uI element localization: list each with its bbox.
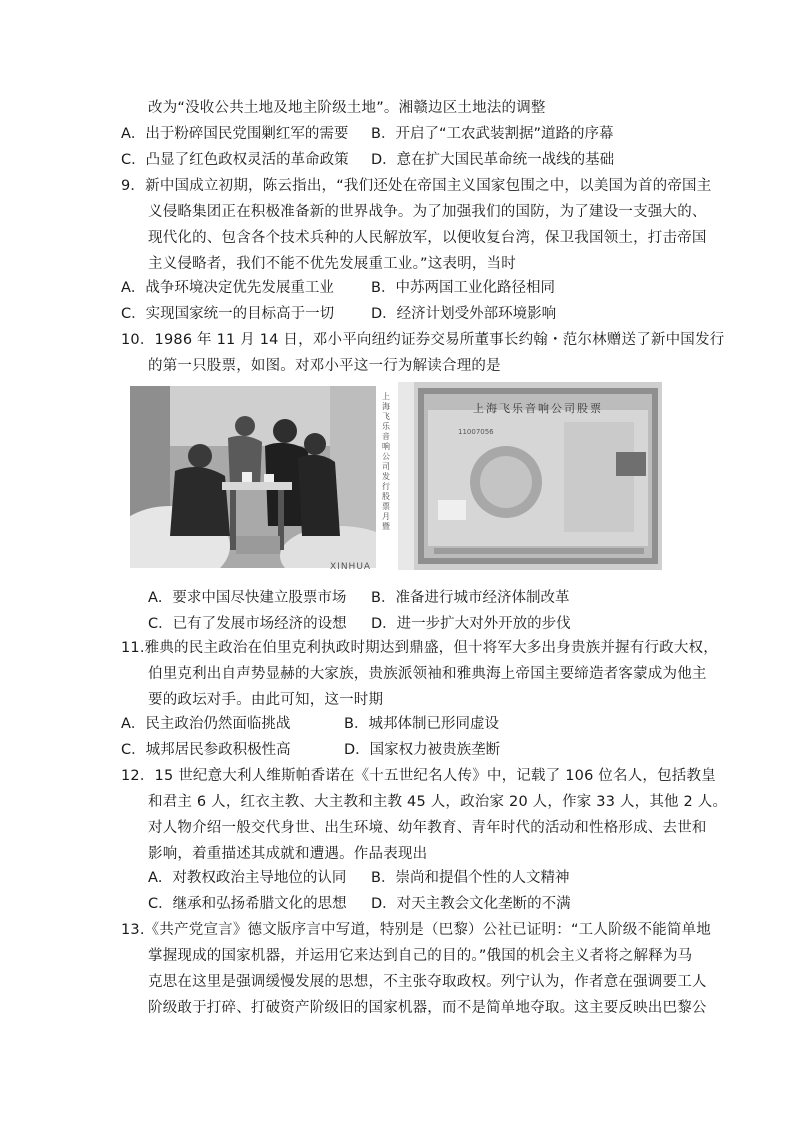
q9-stem-line-1: 9．新中国成立初期，陈云指出，“我们还处在帝国主义国家包围之中，以美国为首的帝国主 — [121, 178, 712, 194]
q13-stem-line-4: 阶级敢于打碎、打破资产阶级旧的国家机器，而不是简单地夺取。这主要反映出巴黎公 — [148, 1000, 707, 1016]
q9-stem-line-3: 现代化的、包含各个技术兵种的人民解放军，以便收复台湾，保卫我国领土，打击帝国 — [148, 230, 707, 246]
q9-option-c[interactable]: C．实现国家统一的目标高于一切 — [121, 306, 335, 322]
q8-option-b[interactable]: B．开启了“工农武装割据”道路的序幕 — [371, 126, 614, 142]
q12-option-c[interactable]: C．继承和弘扬希腊文化的思想 — [148, 896, 347, 912]
q11-option-a[interactable]: A．民主政治仍然面临挑战 — [121, 716, 291, 732]
q13-stem-line-1: 13.《共产党宣言》德文版序言中写道，特别是（巴黎）公社已证明：“工人阶级不能简单地 — [121, 922, 711, 938]
q8-option-c[interactable]: C．凸显了红色政权灵活的革命政策 — [121, 152, 349, 168]
q11-stem-line-3: 要的政坛对手。由此可知，这一时期 — [148, 692, 384, 708]
meeting-photo — [130, 386, 376, 568]
q10-stem-line-2: 的第一只股票，如图。对邓小平这一行为解读合理的是 — [148, 358, 501, 374]
q10-option-d[interactable]: D．进一步扩大对外开放的步伐 — [371, 616, 571, 632]
q12-option-d[interactable]: D．对天主教会文化垄断的不满 — [371, 896, 571, 912]
q12-stem-line-2: 和君主 6 人，红衣主教、大主教和主教 45 人，政治家 20 人，作家 33 人，其他 2 人。 — [148, 794, 728, 810]
stock-certificate-image — [398, 382, 662, 570]
q11-option-b[interactable]: B．城邦体制已形同虚设 — [344, 716, 499, 732]
q10-figure — [130, 382, 662, 574]
q11-option-d[interactable]: D．国家权力被贵族垄断 — [344, 742, 501, 758]
q13-stem-line-3: 克思在这里是强调缓慢发展的思想，不主张夺取政权。列宁认为，作者意在强调要工人 — [148, 974, 707, 990]
side-caption: 上海飞乐音响公司发行股票月暨 — [382, 392, 390, 531]
q13-stem-line-2: 掌握现成的国家机器，并运用它来达到自己的目的。”俄国的机会主义者将之解释为马 — [148, 948, 693, 964]
q12-stem-line-3: 对人物介绍一般交代身世、出生环境、幼年教育、青年时代的活动和性格形成、去世和 — [148, 820, 707, 836]
q9-option-a[interactable]: A．战争环境决定优先发展重工业 — [121, 280, 334, 296]
q10-option-b[interactable]: B．准备进行城市经济体制改革 — [371, 590, 570, 606]
q9-stem-line-4: 主义侵略者，我们不能不优先发展重工业。”这表明，当时 — [148, 256, 516, 272]
q8-option-d[interactable]: D．意在扩大国民革命统一战线的基础 — [371, 152, 615, 168]
q8-stem-tail: 改为“没收公共土地及地主阶级土地”。湘赣边区土地法的调整 — [148, 100, 546, 116]
q9-option-b[interactable]: B．中苏两国工业化路径相同 — [371, 280, 555, 296]
q12-stem-line-4: 影响，着重描述其成就和遭遇。作品表现出 — [148, 846, 428, 862]
q9-option-d[interactable]: D．经济计划受外部环境影响 — [371, 306, 557, 322]
svg-text:11007056: 11007056 — [458, 428, 494, 436]
q12-option-a[interactable]: A．对教权政治主导地位的认同 — [148, 870, 347, 886]
q10-option-a[interactable]: A．要求中国尽快建立股票市场 — [148, 590, 347, 606]
q11-stem-line-1: 11.雅典的民主政治在伯里克利执政时期达到鼎盛，但十将军大多出身贵族并握有行政大权， — [121, 640, 718, 656]
q10-stem-line-1: 10．1986 年 11 月 14 日，邓小平向纽约证券交易所董事长约翰・范尔林赠送了新中国发行 — [121, 332, 725, 348]
q12-option-b[interactable]: B．崇尚和提倡个性的人文精神 — [371, 870, 570, 886]
q11-stem-line-2: 伯里克利出自声势显赫的大家族，贵族派领袖和雅典海上帝国主要缔造者客蒙成为他主 — [148, 666, 707, 682]
q10-option-c[interactable]: C．已有了发展市场经济的设想 — [148, 616, 347, 632]
photo-watermark: XINHUA — [330, 562, 372, 572]
q9-stem-line-2: 义侵略集团正在积极准备新的世界战争。为了加强我们的国防，为了建设一支强大的、 — [148, 204, 707, 220]
q8-option-a[interactable]: A．出于粉碎国民党围剿红军的需要 — [121, 126, 349, 142]
q12-stem-line-1: 12．15 世纪意大利人维斯帕香诺在《十五世纪名人传》中，记载了 106 位名人，包括教皇 — [121, 768, 716, 784]
q11-option-c[interactable]: C．城邦居民参政积极性高 — [121, 742, 291, 758]
stock-title: 上海飞乐音响公司股票 — [473, 402, 603, 415]
